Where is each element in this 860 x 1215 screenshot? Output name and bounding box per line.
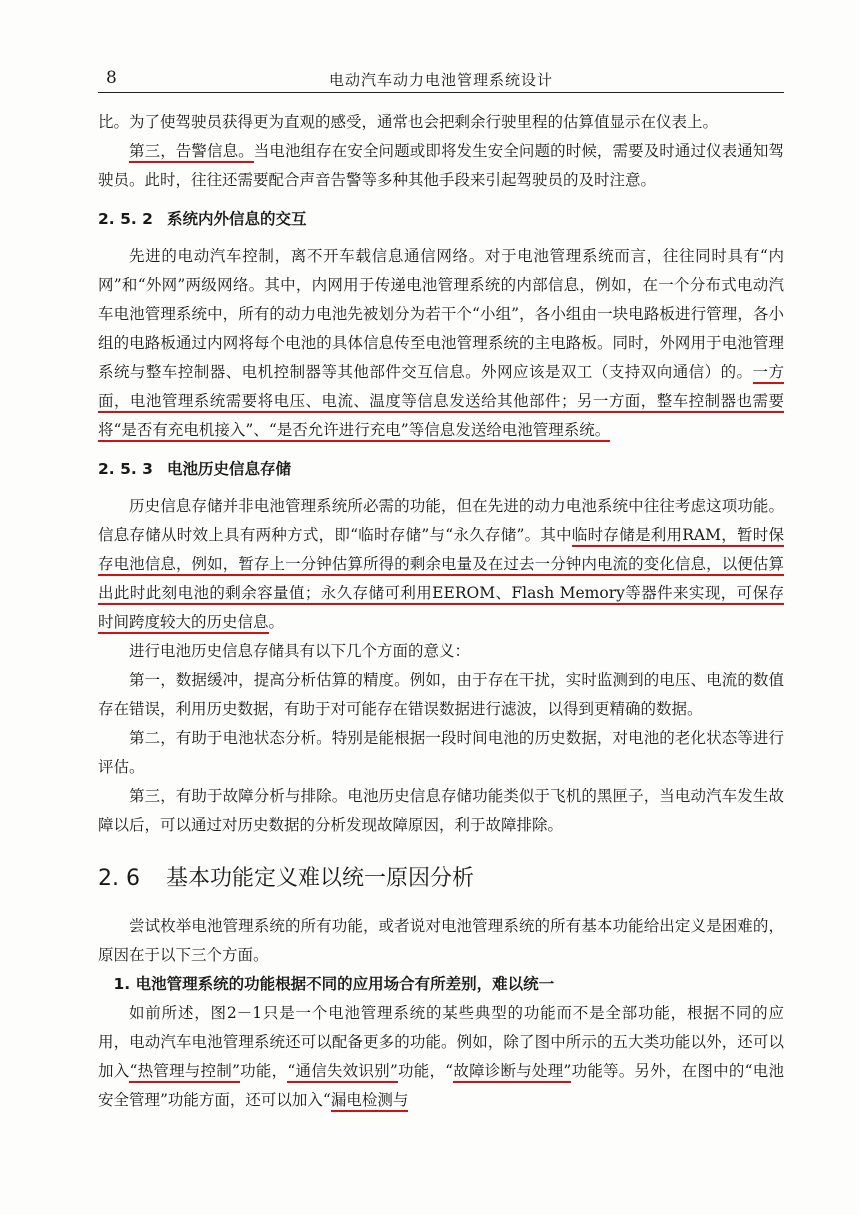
paragraph: 比。为了使驾驶员获得更为直观的感受，通常也会把剩余行驶里程的估算值显示在仪表上。: [98, 113, 719, 131]
paragraph: 第三，有助于故障分析与排除。电池历史信息存储功能类似于飞机的黑匣子，当电动汽车发生故障以后，可以通过对历史数据的分析发现故障原因，利于故障排除。: [98, 787, 784, 834]
paragraph: 第一，数据缓冲，提高分析估算的精度。例如，由于存在干扰，实时监测到的电压、电流的数值存在错误，利用历史数据，有助于对可能存在错误数据进行滤波，以得到更精确的数据。: [98, 671, 784, 718]
underline-annotation: 第三，告警信息。: [129, 142, 254, 163]
underline-annotation: 一方面，电池管理系统需要将电压、电流、温度等信息发送给其他部件；另一方面，整车控制器也需要将“是否有充电机接入”、“是否允许进行充电”等信息发送给电池管理系统。: [98, 363, 784, 442]
subsection-heading: 1. 电池管理系统的功能根据不同的应用场合有所差别，难以统一: [113, 975, 555, 993]
paragraph: 进行电池历史信息存储具有以下几个方面的意义：: [129, 642, 471, 660]
page-header: [98, 62, 784, 93]
paragraph: 第三，告警信息。当电池组存在安全问题或即将发生安全问题的时候，需要及时通过仪表通知驾驶员。此时，往往还需要配合声音告警等多种其他手段来引起驾驶员的及时注意。: [98, 142, 784, 189]
paragraph: 历史信息存储并非电池管理系统所必需的功能，但在先进的动力电池系统中往往考虑这项功能。信息存储从时效上具有两种方式，即“临时存储”与“永久存储”。其中临时存储是利用RAM，暂时保存电池信息，例如，暂存上一分钟估算所得的剩余电量及在过去一分钟内电流的变化信息，以便估算出此时此刻电池的剩余容量值；永久存储可利用EEROM、Flash Memory等器件来实现，可保存时间跨度较大的历史信息。: [98, 492, 784, 637]
paragraph: 第二，有助于电池状态分析。特别是能根据一段时间电池的历史数据，对电池的老化状态等进行评估。: [98, 729, 784, 776]
page-number: 8: [106, 68, 117, 88]
paragraph: 如前所述，图2－1只是一个电池管理系统的某些典型的功能而不是全部功能，根据不同的应用，电动汽车电池管理系统还可以配备更多的功能。例如，除了图中所示的五大类功能以外，还可以加入“热管理与控制”功能，“通信失效识别”功能，“故障诊断与处理”功能等。另外，在图中的“电池安全管理”功能方面，还可以加入“漏电检测与: [98, 999, 784, 1115]
paragraph: 尝试枚举电池管理系统的所有功能，或者说对电池管理系统的所有基本功能给出定义是困难的，原因在于以下三个方面。: [98, 917, 784, 964]
section-heading: 2. 5. 2 系统内外信息的交互: [98, 210, 307, 228]
underline-annotation: “通信失效识别”: [287, 1062, 397, 1083]
underline-annotation: 临时存储是利用RAM，暂时保存电池信息，例如，暂存上一分钟估算所得的剩余电量及在过去一分钟内电流的变化信息，以便估算出此时此刻电池的剩余容量值；永久存储可利用EEROM、Flash Memory等器件来实现，可保存时间跨度较大的历史信息: [98, 526, 784, 634]
paragraph: 先进的电动汽车控制，离不开车载信息通信网络。对于电池管理系统而言，往往同时具有“内网”和“外网”两级网络。其中，内网用于传递电池管理系统的内部信息，例如，在一个分布式电动汽车电池管理系统中，所有的动力电池先被划分为若干个“小组”，各小组由一块电路板进行管理，各小组的电路板通过内网将每个电池的具体信息传至电池管理系统的主电路板。同时，外网用于电池管理系统与整车控制器、电机控制器等其他部件交互信息。外网应该是双工（支持双向通信）的。一方面，电池管理系统需要将电压、电流、温度等信息发送给其他部件；另一方面，整车控制器也需要将“是否有充电机接入”、“是否允许进行充电”等信息发送给电池管理系统。: [98, 242, 784, 445]
underline-annotation: “热管理与控制”: [129, 1062, 239, 1083]
underline-annotation: 故障诊断与处理”: [453, 1062, 571, 1083]
page-body: [98, 108, 784, 1115]
underline-annotation: 漏电检测与: [331, 1091, 409, 1112]
chapter-heading: 2. 6 基本功能定义难以统一原因分析: [98, 866, 474, 891]
running-title: 电动汽车动力电池管理系统设计: [328, 71, 553, 89]
section-heading: 2. 5. 3 电池历史信息存储: [98, 460, 291, 478]
